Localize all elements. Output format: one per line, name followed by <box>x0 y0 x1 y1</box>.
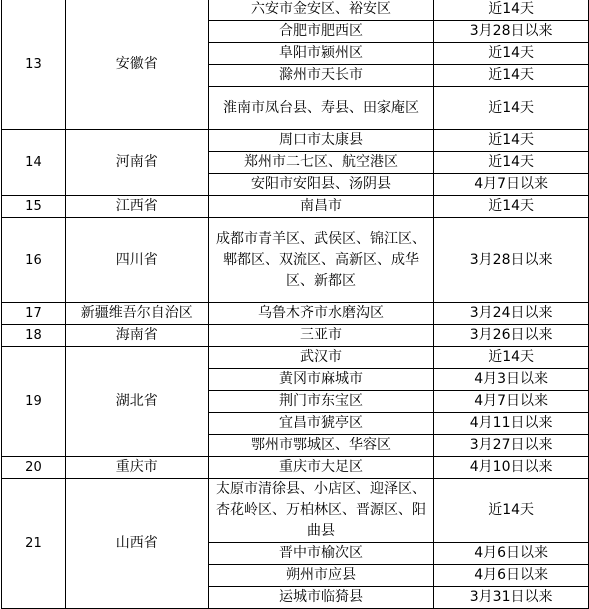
time-range: 近14天 <box>434 65 589 87</box>
row-index: 21 <box>2 479 66 609</box>
area-name: 六安市金安区、裕安区 <box>208 0 434 21</box>
area-name: 鄂州市鄂城区、华容区 <box>208 435 434 457</box>
table-row <box>2 457 589 479</box>
row-index: 13 <box>2 0 66 130</box>
row-index: 20 <box>2 457 66 479</box>
area-name: 太原市清徐县、小店区、迎泽区、杏花岭区、万柏林区、晋源区、阳曲县 <box>208 479 434 543</box>
province-name: 新疆维吾尔自治区 <box>65 303 208 325</box>
area-name: 三亚市 <box>208 325 434 347</box>
area-name: 荆门市东宝区 <box>208 391 434 413</box>
time-range: 4月11日以来 <box>434 413 589 435</box>
area-name: 郑州市二七区、航空港区 <box>208 152 434 174</box>
time-range: 近14天 <box>434 87 589 130</box>
time-range: 3月24日以来 <box>434 303 589 325</box>
area-name: 阜阳市颍州区 <box>208 43 434 65</box>
area-name: 晋中市榆次区 <box>208 543 434 565</box>
time-range: 3月31日以来 <box>434 587 589 609</box>
table-row <box>2 0 589 21</box>
time-range: 4月7日以来 <box>434 391 589 413</box>
table-row <box>2 325 589 347</box>
time-range: 近14天 <box>434 130 589 152</box>
province-name: 四川省 <box>65 218 208 303</box>
area-name: 合肥市肥西区 <box>208 21 434 43</box>
time-range: 近14天 <box>434 479 589 543</box>
area-name: 安阳市安阳县、汤阴县 <box>208 174 434 196</box>
row-index: 17 <box>2 303 66 325</box>
row-index: 16 <box>2 218 66 303</box>
time-range: 3月28日以来 <box>434 218 589 303</box>
area-name: 武汉市 <box>208 347 434 369</box>
time-range: 4月6日以来 <box>434 543 589 565</box>
province-name: 重庆市 <box>65 457 208 479</box>
table-row <box>2 347 589 369</box>
province-name: 安徽省 <box>65 0 208 130</box>
table-row <box>2 130 589 152</box>
province-name: 山西省 <box>65 479 208 609</box>
time-range: 近14天 <box>434 347 589 369</box>
area-name: 黄冈市麻城市 <box>208 369 434 391</box>
province-name: 海南省 <box>65 325 208 347</box>
area-name: 周口市太康县 <box>208 130 434 152</box>
area-name: 滁州市天长市 <box>208 65 434 87</box>
table-row <box>2 479 589 543</box>
time-range: 3月26日以来 <box>434 325 589 347</box>
area-name: 南昌市 <box>208 196 434 218</box>
time-range: 近14天 <box>434 0 589 21</box>
area-name: 成都市青羊区、武侯区、锦江区、郫都区、双流区、高新区、成华区、新都区 <box>208 218 434 303</box>
area-name: 朔州市应县 <box>208 565 434 587</box>
time-range: 近14天 <box>434 43 589 65</box>
row-index: 18 <box>2 325 66 347</box>
time-range: 近14天 <box>434 152 589 174</box>
table-row <box>2 218 589 303</box>
table-row <box>2 303 589 325</box>
row-index: 15 <box>2 196 66 218</box>
time-range: 4月10日以来 <box>434 457 589 479</box>
time-range: 4月7日以来 <box>434 174 589 196</box>
area-name: 运城市临猗县 <box>208 587 434 609</box>
province-name: 湖北省 <box>65 347 208 457</box>
risk-area-table <box>1 0 589 609</box>
time-range: 4月3日以来 <box>434 369 589 391</box>
row-index: 14 <box>2 130 66 196</box>
time-range: 近14天 <box>434 196 589 218</box>
row-index: 19 <box>2 347 66 457</box>
time-range: 3月27日以来 <box>434 435 589 457</box>
area-name: 淮南市凤台县、寿县、田家庵区 <box>208 87 434 130</box>
time-range: 4月6日以来 <box>434 565 589 587</box>
area-name: 重庆市大足区 <box>208 457 434 479</box>
table-row <box>2 196 589 218</box>
area-name: 乌鲁木齐市水磨沟区 <box>208 303 434 325</box>
province-name: 江西省 <box>65 196 208 218</box>
time-range: 3月28日以来 <box>434 21 589 43</box>
area-name: 宜昌市猇亭区 <box>208 413 434 435</box>
province-name: 河南省 <box>65 130 208 196</box>
